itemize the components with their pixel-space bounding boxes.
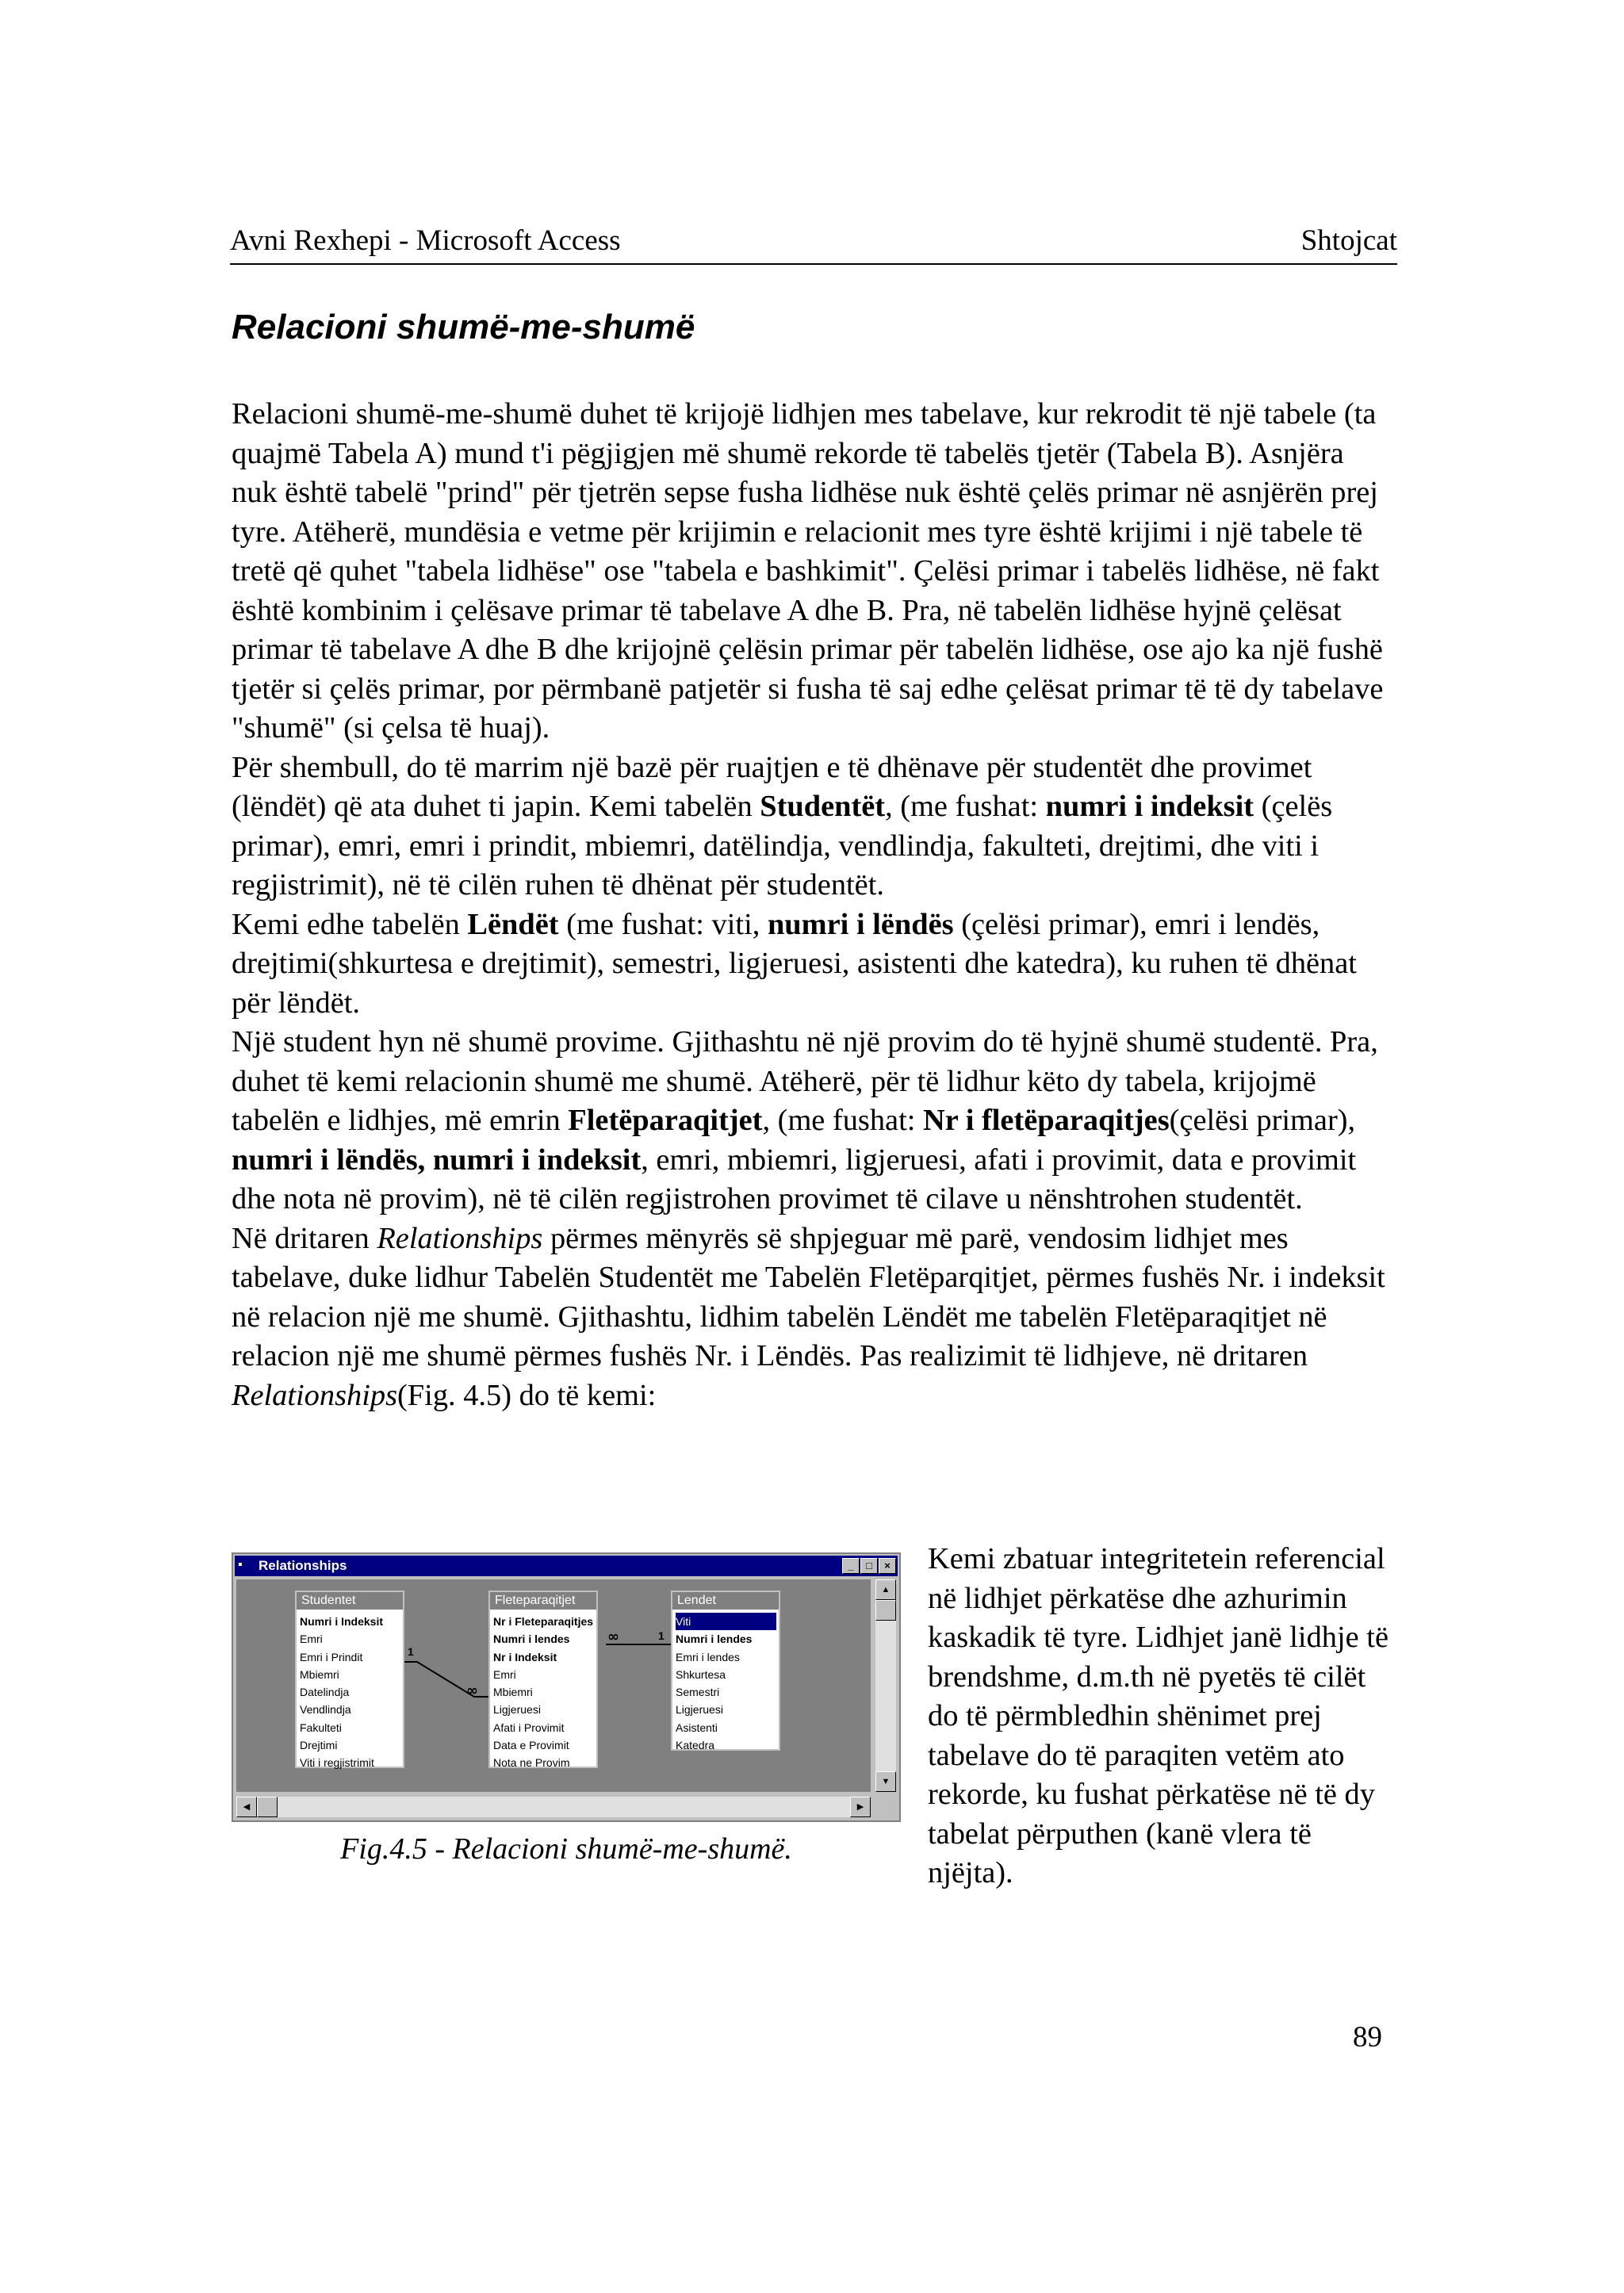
field-item[interactable]: Ligjeruesi — [493, 1703, 541, 1717]
field-item[interactable]: Emri — [493, 1667, 516, 1681]
italic-run: Relationships — [232, 1378, 398, 1412]
text-run: , (me fushat: — [762, 1104, 924, 1137]
field-item[interactable]: Numri i lendes — [493, 1633, 570, 1646]
paragraph-intro: Relacioni shumë-me-shumë duhet të krijojë lidhjen mes tabelave, kur rekrodit të një tabele (ta quajmë Tabela A) mund t'i pëgjigjen më shumë rekorde të tabelës tjetër (Tabela B). Asnjëra nuk është tabelë "prind" për tjetrën sepse fusha lidhëse nuk është çelës primar në asnjërën prej tyre. Atëherë, mundësia e vetme për krijimin e relacionit mes tyre është krijimi i një tabele të tretë që quhet "tabela lidhëse" ose "tabela e bashkimit". Çelësi primar i tabelës lidhëse, në fakt është kombinim i çelësave primar të tabelave A dhe B. Pra, në tabelën lidhëse hyjnë çelësat primar të tabelave A dhe B dhe krijojnë çelësin primar për tabelën lidhëse, ose ajo ka një fushë tjetër si çelës primar, por përmbanë patjetër si fusha të saj edhe çelësat primar të të dy tabelave "shumë" (si çelsa të huaj). — [232, 397, 1384, 745]
table-lendet[interactable] — [671, 1591, 780, 1751]
page-header — [230, 222, 1397, 265]
field-item[interactable]: Nota ne Provim — [493, 1756, 570, 1770]
horizontal-scrollbar[interactable] — [236, 1797, 871, 1817]
page-number: 89 — [1353, 2021, 1382, 2054]
header-author: Avni Rexhepi - Microsoft Access — [230, 224, 621, 257]
text-run: Një student hyn në shumë provime. Gjithashtu në një provim do të hyjnë shumë studentë. Pra, duhet të kemi relacionin shumë me shumë. Atëherë, për të lidhur këto dy tabela, krijojmë tabelën e lidhjes, më emrin — [232, 1025, 1378, 1137]
field-item[interactable]: Shkurtesa — [676, 1667, 726, 1681]
figure-caption: Fig.4.5 - Relacioni shumë-me-shumë. — [340, 1832, 792, 1866]
italic-run: Relationships — [377, 1221, 543, 1255]
field-item[interactable]: Katedra — [676, 1739, 715, 1752]
text-run: , emri, mbiemri, ligjeruesi, afati i provimit, data e provimit dhe nota në provim), në të cilën regjistrohen provimet të cilave u nënshtrohen studentët. — [232, 1143, 1357, 1215]
minimize-button[interactable]: _ — [842, 1558, 860, 1574]
scroll-up-icon[interactable]: ▲ — [875, 1579, 896, 1600]
text-run: (me fushat: viti, — [558, 907, 768, 941]
field-item[interactable]: Datelindja — [300, 1686, 350, 1699]
text-run: përmes mënyrës së shpjeguar më parë, vendosim lidhjet mes tabelave, duke lidhur Tabelën Studentët me Tabelën Fletëparqitjet, përmes fushës Nr. i indeksit në relacion një me shumë. Gjithashtu, lidhim tabelën Lëndët me tabelën Fletëparaqitjet në relacion një me shumë përmes fushës Nr. i Lëndës. Pas realizimit të lidhjeve, në dritaren — [232, 1221, 1385, 1372]
field-item[interactable]: Data e Provimit — [493, 1739, 569, 1752]
side-paragraph: Kemi zbatuar integritetein referencial në lidhjet përkatëse dhe azhurimin kaskadik të tyre. Lidhjet janë lidhje të brendshme, d.m.th në pyetës të cilët do të përmbledhin shënimet prej tabelave do të paraqiten vetëm ato rekorde, ku fushat përkatëse në të dy tabelat përputhen (kanë vlera të njëjta). — [928, 1542, 1388, 1889]
field-list — [297, 1610, 403, 1772]
field-item[interactable]: Nr i Fleteparaqitjes — [493, 1615, 594, 1628]
field-item-selected[interactable]: Viti — [676, 1613, 776, 1630]
bold-run: numri i lëndës — [767, 907, 954, 941]
scroll-thumb[interactable] — [875, 1600, 896, 1621]
bold-run: numri i indeksit — [1045, 790, 1254, 823]
field-item[interactable]: Vendlindja — [300, 1703, 351, 1717]
maximize-button[interactable]: □ — [860, 1558, 878, 1574]
bold-run: Nr i fletëparaqitjes — [923, 1104, 1170, 1137]
paragraph-example — [232, 748, 1391, 905]
text-run: (çelësi primar), — [1169, 1104, 1356, 1137]
field-item[interactable]: Emri i Prindit — [300, 1650, 363, 1663]
field-item[interactable]: Numri i Indeksit — [300, 1615, 384, 1628]
relation-many-label: ∞ — [607, 1629, 619, 1645]
table-studentet[interactable] — [295, 1591, 404, 1768]
paragraph-relationships — [232, 1219, 1391, 1416]
scroll-thumb[interactable] — [257, 1797, 278, 1817]
text-run: (Fig. 4.5) do të kemi: — [397, 1378, 657, 1412]
relationships-window — [232, 1552, 901, 1822]
field-item[interactable]: Asistenti — [676, 1721, 718, 1734]
field-item[interactable]: Fakulteti — [300, 1721, 342, 1734]
bold-run: Fletëparaqitjet — [568, 1104, 763, 1137]
bold-run: numri i lëndës, numri i indeksit — [232, 1143, 642, 1177]
field-item[interactable]: Numri i lendes — [676, 1633, 753, 1646]
table-title[interactable]: Fleteparaqitjet — [490, 1592, 596, 1610]
relation-one-label: 1 — [408, 1645, 414, 1658]
scroll-right-icon[interactable]: ▶ — [850, 1797, 871, 1817]
table-fleteparaqitjet[interactable] — [488, 1591, 598, 1768]
relationships-canvas — [236, 1579, 871, 1792]
bold-run: Lëndët — [467, 907, 559, 941]
text-run: (çelësi primar), emri i lendës, drejtimi(shkurtesa e drejtimit), semestri, ligjeruesi, asistenti dhe katedra), ku ruhen të dhënat për lëndët. — [232, 907, 1357, 1020]
field-item[interactable]: Nr i Indeksit — [493, 1650, 557, 1663]
table-title[interactable]: Studentet — [297, 1592, 403, 1610]
section-title: Relacioni shumë-me-shumë — [232, 308, 695, 346]
text-run: , (me fushat: — [885, 790, 1046, 823]
field-item[interactable]: Mbiemri — [493, 1686, 533, 1699]
field-item[interactable]: Drejtimi — [300, 1739, 338, 1752]
field-item[interactable]: Semestri — [676, 1686, 720, 1699]
text-run: (çelës primar), emri, emri i prindit, mbiemri, datëlindja, vendlindja, fakulteti, drejtimi, dhe viti i regjistrimit), në të cilën ruhen të dhënat për studentët. — [232, 790, 1333, 902]
field-item[interactable]: Emri i lendes — [676, 1650, 740, 1663]
header-section: Shtojcat — [1300, 224, 1397, 257]
field-list — [672, 1610, 779, 1754]
table-title[interactable]: Lendet — [672, 1592, 779, 1610]
close-button[interactable]: × — [879, 1558, 896, 1574]
text-run: Në dritaren — [232, 1221, 377, 1255]
body-text — [232, 395, 1391, 1415]
text-run: Për shembull, do të marrim një bazë për ruajtjen e të dhënave për studentët dhe provimet (lëndët) që ata duhet ti japin. Kemi tabelën — [232, 750, 1312, 823]
field-item[interactable]: Viti i regjistrimit — [300, 1756, 374, 1770]
relation-one-label: 1 — [658, 1629, 665, 1642]
window-titlebar[interactable] — [235, 1556, 898, 1576]
window-menu-icon[interactable]: ▪ — [238, 1558, 243, 1571]
paragraph-lendet — [232, 905, 1391, 1024]
scroll-down-icon[interactable]: ▼ — [875, 1771, 896, 1792]
text-run: Kemi edhe tabelën — [232, 907, 468, 941]
field-item[interactable]: Ligjeruesi — [676, 1703, 723, 1717]
field-item[interactable]: Mbiemri — [300, 1667, 339, 1681]
bold-run: Studentët — [760, 790, 886, 823]
figure-relationships — [232, 1552, 901, 1866]
scroll-left-icon[interactable]: ◀ — [236, 1797, 257, 1817]
field-item[interactable]: Afati i Provimit — [493, 1721, 565, 1734]
vertical-scrollbar[interactable] — [875, 1579, 896, 1792]
field-item[interactable]: Emri — [300, 1633, 323, 1646]
field-list — [490, 1610, 596, 1772]
paragraph-fleteparaqitjet — [232, 1023, 1391, 1219]
window-title: Relationships — [259, 1558, 347, 1573]
relation-many-label: ∞ — [466, 1682, 478, 1699]
